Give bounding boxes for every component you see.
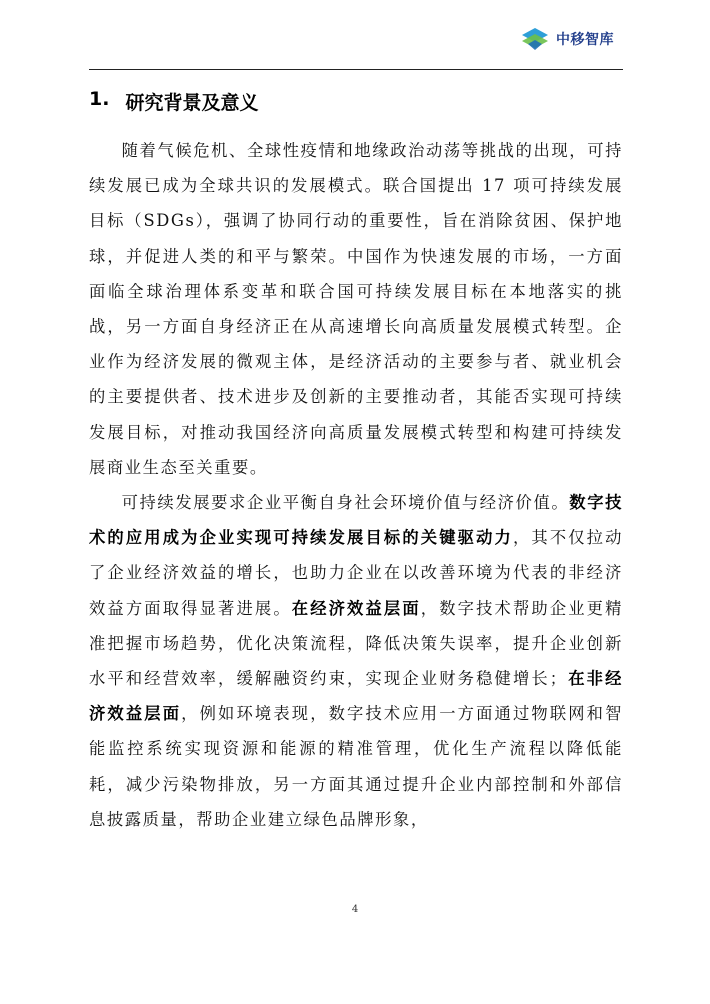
paragraph-2-bold-1: 数字技术的应用成为企业实现可持续发展目标的关键驱动力 bbox=[89, 493, 623, 548]
section-number: 1. bbox=[89, 88, 110, 110]
paragraph-2-bold-2: 在经济效益层面 bbox=[291, 598, 421, 618]
section-heading bbox=[89, 88, 258, 115]
paragraph-2-text-1: 可持续发展要求企业平衡自身社会环境价值与经济价值。 bbox=[121, 493, 570, 513]
paragraph-2-text-4: ，例如环境表现，数字技术应用一方面通过物联网和智能监控系统实现资源和能源的精准管理，优化生产流程以降低能耗，减少污染物排放，另一方面其通过提升企业内部控制和外部信息披露质量，帮助企业建立绿色品牌形象， bbox=[89, 704, 623, 829]
section-title: 研究背景及意义 bbox=[125, 92, 259, 114]
paragraph-2-text-3: ，数字技术帮助企业更精准把握市场趋势，优化决策流程，降低决策失误率，提升企业创新水平和经营效率，缓解融资约束，实现企业财务稳健增长； bbox=[89, 598, 623, 689]
brand-logo-text: 中移智库 bbox=[556, 32, 614, 48]
body-text bbox=[89, 133, 623, 837]
brand-logo bbox=[520, 26, 614, 52]
paragraph-2-bold-3: 在非经济效益层面 bbox=[89, 669, 623, 724]
paragraph-1: 随着气候危机、全球性疫情和地缘政治动荡等挑战的出现，可持续发展已成为全球共识的发展模式。联合国提出 17 项可持续发展目标（SDGs），强调了协同行动的重要性，旨在消除贫困、保护地球，并促进人类的和平与繁荣。中国作为快速发展的市场，一方面面临全球治理体系变革和联合国可持续发展目标在本地落实的挑战，另一方面自身经济正在从高速增长向高质量发展模式转型。企业作为经济发展的微观主体，是经济活动的主要参与者、就业机会的主要提供者、技术进步及创新的主要推动者，其能否实现可持续发展目标，对推动我国经济向高质量发展模式转型和构建可持续发展商业生态至关重要。 bbox=[89, 141, 623, 477]
brand-logo-icon bbox=[520, 26, 550, 52]
page-number: 4 bbox=[351, 904, 359, 915]
paragraph-2 bbox=[89, 485, 623, 837]
paragraph-2-text-2: ，其不仅拉动了企业经济效益的增长，也助力企业在以改善环境为代表的非经济效益方面取得显著进展。 bbox=[89, 528, 623, 618]
header-divider bbox=[89, 69, 623, 70]
